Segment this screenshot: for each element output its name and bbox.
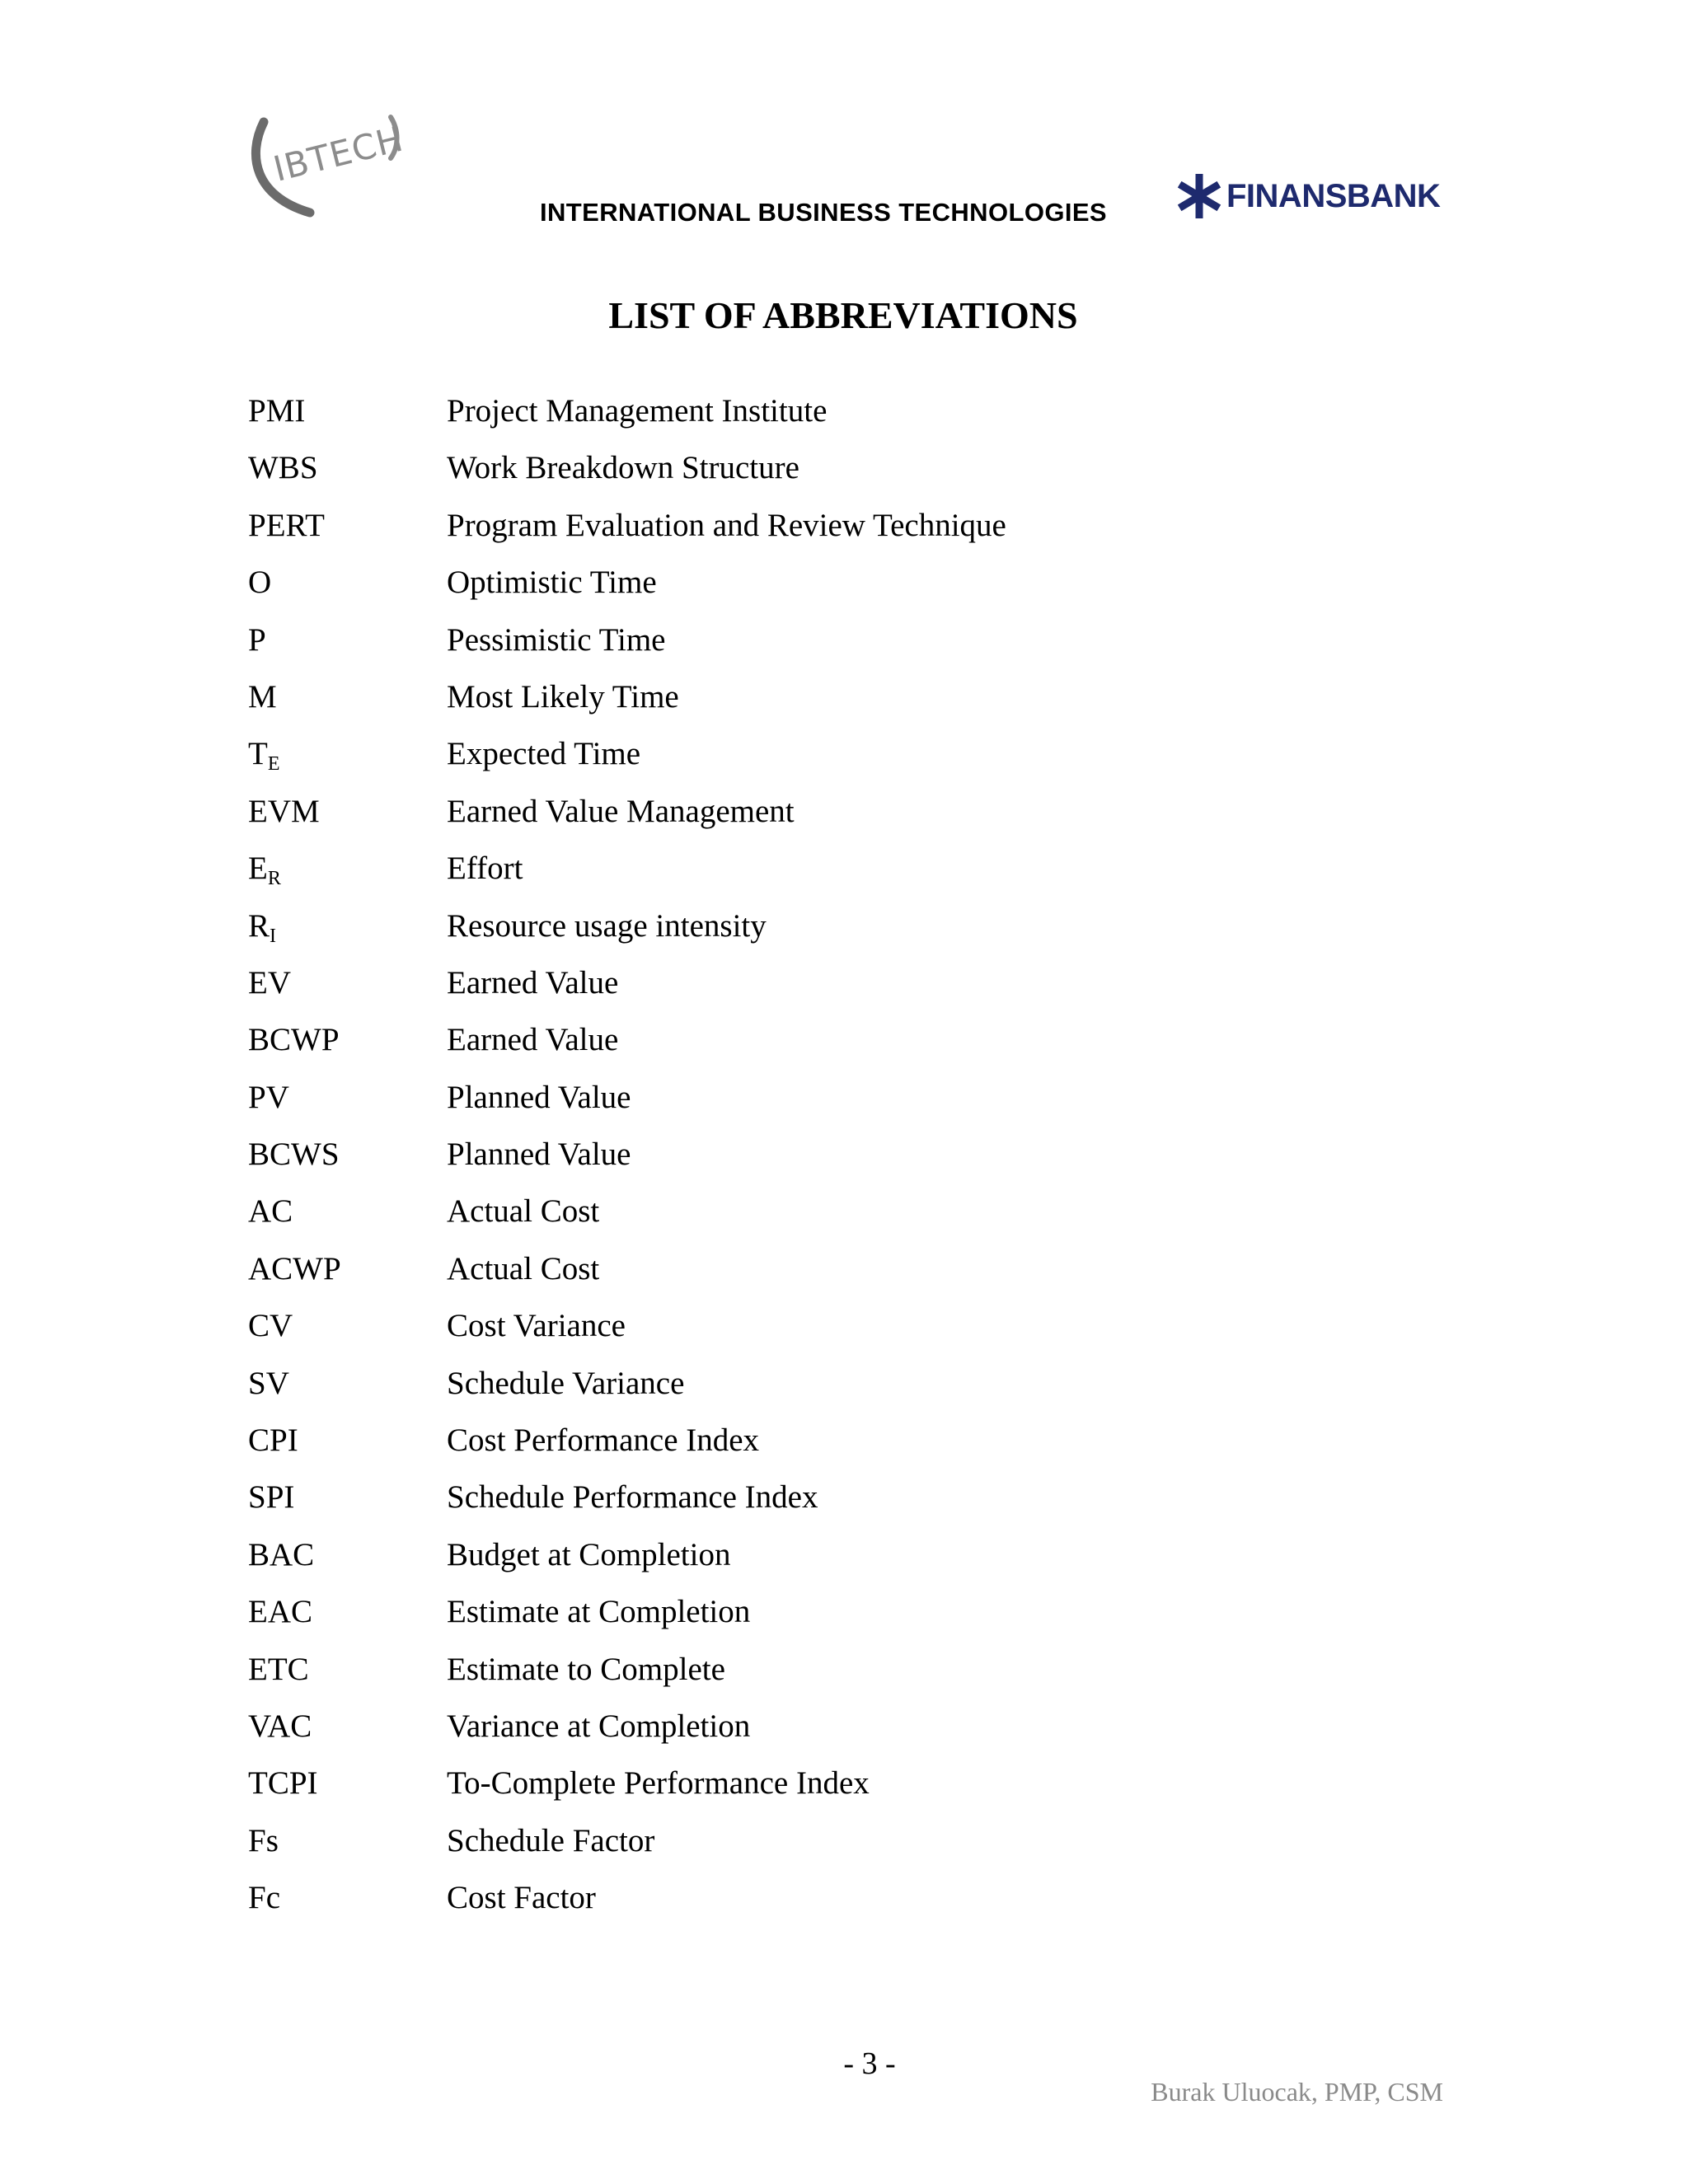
abbreviation-term-text: PERT — [248, 507, 326, 543]
abbreviation-term — [248, 725, 447, 782]
abbreviation-term — [248, 668, 447, 725]
abbreviation-term — [248, 497, 447, 554]
abbreviation-definition: Planned Value — [447, 1079, 631, 1115]
abbreviation-definition: Earned Value Management — [447, 793, 795, 829]
abbreviation-term — [248, 783, 447, 840]
abbreviation-term — [248, 1469, 447, 1526]
svg-text:IBTECH: IBTECH — [269, 118, 408, 190]
ibtech-logo — [246, 97, 410, 221]
abbreviation-term-text: BCWS — [248, 1137, 340, 1173]
abbreviation-term-text: VAC — [248, 1708, 312, 1744]
abbreviation-row — [248, 1412, 1484, 1469]
abbreviation-term — [248, 1069, 447, 1126]
abbreviation-row — [248, 1641, 1484, 1698]
abbreviation-term-text: ETC — [248, 1651, 309, 1687]
abbreviation-definition: Project Management Institute — [447, 393, 828, 429]
abbreviation-row — [248, 1755, 1484, 1811]
abbreviation-term — [248, 1869, 447, 1926]
abbreviation-row — [248, 497, 1484, 554]
abbreviation-row — [248, 668, 1484, 725]
abbreviation-term — [248, 1641, 447, 1698]
abbreviation-term-text: EVM — [248, 793, 320, 829]
abbreviation-definition: Planned Value — [447, 1137, 631, 1173]
abbreviation-term-text: P — [248, 621, 266, 658]
abbreviation-term — [248, 1355, 447, 1412]
abbreviation-term — [248, 1126, 447, 1183]
abbreviation-definition: Optimistic Time — [447, 565, 657, 601]
abbreviation-row — [248, 1812, 1484, 1869]
abbreviation-term — [248, 1526, 447, 1583]
abbreviation-definition: Schedule Factor — [447, 1822, 655, 1858]
abbreviation-row — [248, 1126, 1484, 1183]
abbreviation-row — [248, 1698, 1484, 1755]
abbreviation-term-text: PMI — [248, 393, 306, 429]
abbreviation-definition: Work Breakdown Structure — [447, 450, 799, 486]
abbreviation-term-subscript: E — [267, 753, 280, 776]
abbreviation-definition: To-Complete Performance Index — [447, 1765, 870, 1802]
abbreviation-row — [248, 1297, 1484, 1354]
abbreviation-term-text: Fc — [248, 1880, 280, 1916]
abbreviation-definition: Program Evaluation and Review Technique — [447, 507, 1006, 543]
abbreviation-definition: Resource usage intensity — [447, 907, 767, 944]
abbreviation-term-text: BAC — [248, 1536, 315, 1572]
abbreviation-term-text: CPI — [248, 1422, 298, 1459]
abbreviation-term-text: WBS — [248, 450, 318, 486]
abbreviation-row — [248, 1011, 1484, 1068]
abbreviation-row — [248, 783, 1484, 840]
abbreviation-term-text: R — [248, 907, 270, 944]
abbreviation-term — [248, 898, 447, 954]
abbreviation-definition: Cost Variance — [447, 1308, 626, 1344]
abbreviation-term — [248, 1755, 447, 1811]
ibtech-logo-graphic — [246, 97, 410, 221]
abbreviation-definition: Cost Factor — [447, 1880, 596, 1916]
abbreviation-row — [248, 1469, 1484, 1526]
abbreviation-term-text: EAC — [248, 1594, 312, 1630]
abbreviation-term-text: M — [248, 678, 277, 715]
abbreviation-row — [248, 725, 1484, 782]
finansbank-wordmark: FINANSBANK — [1226, 177, 1441, 214]
page-number: - 3 - — [843, 2046, 896, 2081]
abbreviation-term — [248, 1812, 447, 1869]
abbreviation-term-text: T — [248, 736, 268, 772]
abbreviation-definition: Budget at Completion — [447, 1536, 731, 1572]
abbreviation-term-text: SV — [248, 1365, 289, 1401]
abbreviation-definition: Most Likely Time — [447, 678, 679, 715]
abbreviation-row — [248, 554, 1484, 611]
abbreviation-definition: Effort — [447, 851, 523, 887]
abbreviation-term — [248, 954, 447, 1011]
abbreviation-row — [248, 840, 1484, 897]
abbreviation-definition: Cost Performance Index — [447, 1422, 760, 1459]
abbreviation-term — [248, 1011, 447, 1068]
abbreviation-row — [248, 1183, 1484, 1240]
abbreviation-term-text: CV — [248, 1308, 293, 1344]
page-title — [0, 293, 1688, 337]
abbreviation-row — [248, 439, 1484, 496]
abbreviation-definition: Pessimistic Time — [447, 621, 666, 658]
abbreviation-definition: Variance at Completion — [447, 1708, 751, 1744]
abbreviation-term-text: BCWP — [248, 1022, 340, 1058]
abbreviation-term — [248, 1183, 447, 1240]
abbreviation-definition: Schedule Variance — [447, 1365, 685, 1401]
abbreviation-term — [248, 612, 447, 668]
abbreviation-definition: Estimate to Complete — [447, 1651, 725, 1687]
abbreviation-row — [248, 954, 1484, 1011]
page-title-text: LIST OF ABBREVIATIONS — [608, 294, 1078, 336]
abbreviation-term-text: SPI — [248, 1479, 295, 1516]
abbreviation-term-text: PV — [248, 1079, 289, 1115]
abbreviation-term — [248, 1297, 447, 1354]
abbreviation-definition: Estimate at Completion — [447, 1594, 751, 1630]
abbreviation-definition: Actual Cost — [447, 1250, 600, 1286]
abbreviation-definition: Earned Value — [447, 964, 619, 1001]
abbreviation-term-text: O — [248, 565, 272, 601]
abbreviation-term — [248, 1698, 447, 1755]
abbreviation-term-subscript: I — [270, 925, 277, 947]
abbreviation-term — [248, 840, 447, 897]
abbreviation-term-text: ACWP — [248, 1250, 341, 1286]
abbreviation-term-text: TCPI — [248, 1765, 318, 1802]
abbreviation-term-text: Fs — [248, 1822, 279, 1858]
abbreviation-term-text: AC — [248, 1193, 293, 1230]
abbreviation-term — [248, 554, 447, 611]
abbreviation-row — [248, 1583, 1484, 1640]
finansbank-logo — [1177, 171, 1440, 221]
abbreviation-row — [248, 612, 1484, 668]
finansbank-star-icon — [1177, 174, 1221, 218]
abbreviation-row — [248, 382, 1484, 439]
abbreviation-term — [248, 1240, 447, 1297]
organization-name: INTERNATIONAL BUSINESS TECHNOLOGIES — [540, 198, 1108, 227]
abbreviation-row — [248, 1240, 1484, 1297]
abbreviation-term — [248, 439, 447, 496]
abbreviation-row — [248, 898, 1484, 954]
abbreviation-definition: Expected Time — [447, 736, 641, 772]
abbreviation-definition: Earned Value — [447, 1022, 619, 1058]
abbreviation-row — [248, 1355, 1484, 1412]
abbreviation-term — [248, 1412, 447, 1469]
author-credit: Burak Uluocak, PMP, CSM — [1151, 2077, 1443, 2107]
abbreviation-row — [248, 1526, 1484, 1583]
abbreviation-row — [248, 1069, 1484, 1126]
abbreviation-term — [248, 1583, 447, 1640]
abbreviation-list — [248, 382, 1484, 1927]
abbreviation-term — [248, 382, 447, 439]
abbreviation-definition: Schedule Performance Index — [447, 1479, 818, 1516]
abbreviation-row — [248, 1869, 1484, 1926]
abbreviation-term-subscript: R — [267, 868, 281, 890]
abbreviation-term-text: E — [248, 851, 268, 887]
abbreviation-definition: Actual Cost — [447, 1193, 600, 1230]
abbreviation-term-text: EV — [248, 964, 291, 1001]
